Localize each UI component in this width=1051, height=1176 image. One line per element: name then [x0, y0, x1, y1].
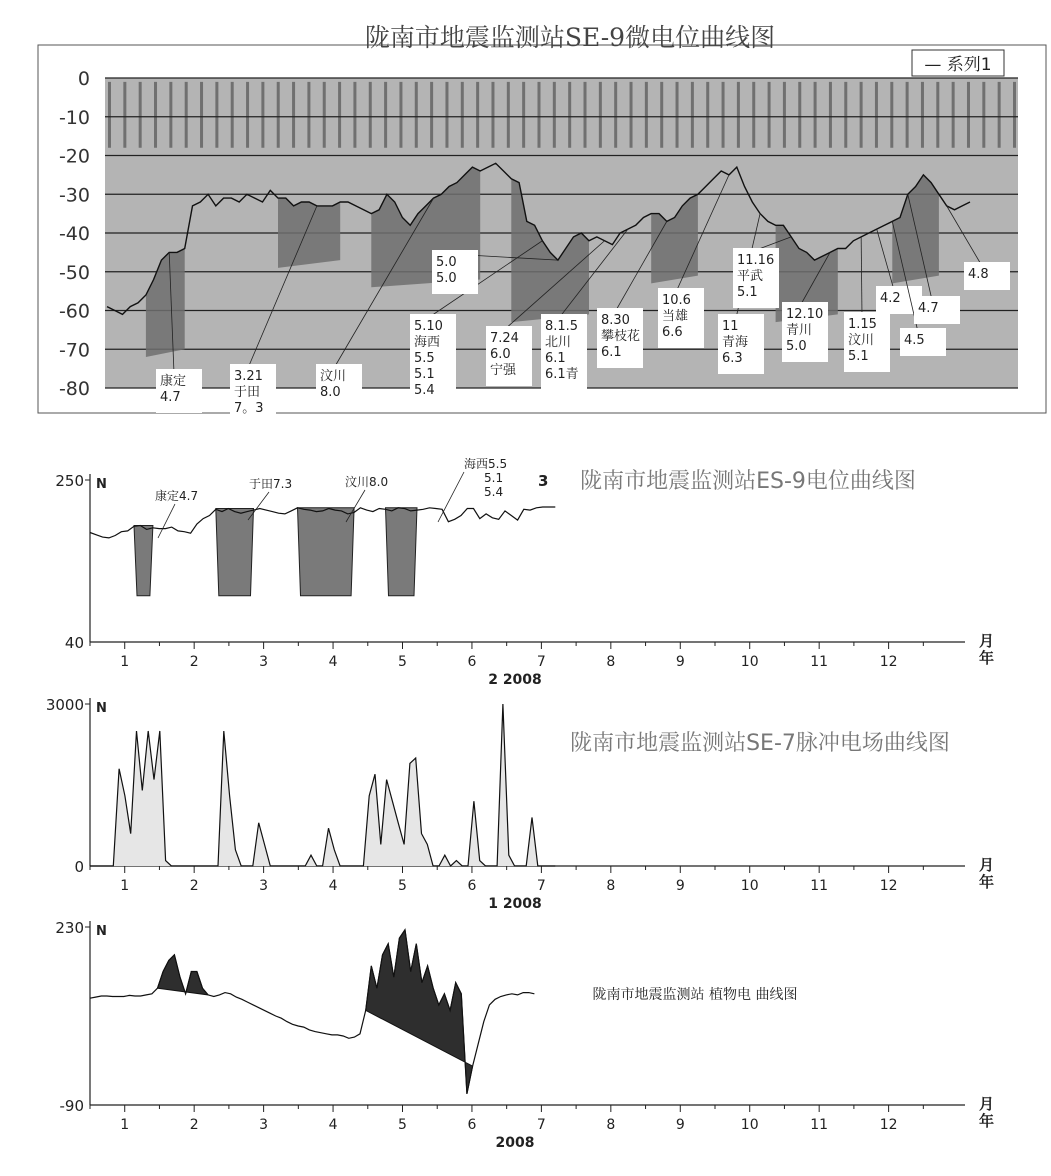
date-tick-mark [706, 82, 709, 148]
x-tick-label: 7 [536, 1117, 546, 1133]
date-tick-mark [476, 82, 479, 148]
y-max-label: 250 [55, 472, 84, 490]
x-tick-label: 11 [810, 1117, 829, 1133]
x-tick-label: 5 [398, 654, 407, 670]
date-tick-mark [369, 82, 372, 148]
date-tick-mark [737, 82, 740, 148]
anomaly-shade [366, 930, 473, 1094]
date-tick-mark [906, 82, 909, 148]
annotation-text: 7.24 [490, 331, 519, 346]
x-tick-label: 9 [675, 878, 685, 894]
x-unit-year: 年 [979, 873, 995, 891]
date-tick-mark [982, 82, 985, 148]
annotation-leader [248, 492, 269, 520]
date-tick-mark [553, 82, 556, 148]
x-tick-label: 2 [189, 654, 199, 670]
date-tick-mark [676, 82, 679, 148]
x-tick-label: 11 [810, 654, 829, 670]
anomaly-shade [158, 955, 209, 995]
annotation-text: 8.30 [601, 313, 630, 328]
x-tick-label: 1 [120, 654, 130, 670]
date-tick-mark [537, 82, 540, 148]
date-tick-mark [185, 82, 188, 148]
annotation-leader [346, 490, 365, 522]
date-tick-mark [154, 82, 157, 148]
date-tick-mark [630, 82, 633, 148]
x-tick-label: 12 [879, 654, 898, 670]
se7-pulse-field-chart [0, 690, 1051, 920]
date-tick-mark [277, 82, 280, 148]
anomaly-shade [278, 198, 340, 268]
date-tick-mark [307, 82, 310, 148]
anomaly-shade [216, 509, 254, 596]
date-tick-mark [752, 82, 755, 148]
y-tick-label: 0 [77, 68, 90, 90]
x-tick-label: 11 [810, 878, 829, 894]
x-tick-label: 9 [675, 654, 685, 670]
annotation-text: 5.5 [414, 351, 435, 366]
annotation-text: 4.5 [904, 333, 925, 348]
x-tick-label: 3 [259, 1117, 269, 1133]
annotation-text: 5.1 [848, 349, 869, 364]
annotation-text: 5.10 [414, 319, 443, 334]
annotation-text: 青海 [722, 335, 749, 350]
x-tick-label: 4 [328, 1117, 338, 1133]
annotation-text: 5.1 [414, 367, 435, 382]
x-tick-label: 12 [879, 1117, 898, 1133]
x-tick-label: 4 [328, 878, 338, 894]
date-tick-mark [614, 82, 617, 148]
date-tick-mark [783, 82, 786, 148]
date-tick-mark [200, 82, 203, 148]
x-tick-label: 6 [467, 878, 477, 894]
annotation-text: 6.3 [722, 351, 743, 366]
date-tick-mark [491, 82, 494, 148]
legend-entry: — 系列1 [924, 55, 992, 75]
date-tick-mark [139, 82, 142, 148]
annotation-text: 6.0 [490, 347, 511, 362]
date-tick-mark [722, 82, 725, 148]
date-tick-mark [231, 82, 234, 148]
annotation-text: 5.4 [484, 485, 504, 499]
annotation-text: 青川 [786, 323, 813, 338]
annotation-text: 宁强 [490, 363, 517, 378]
annotation-text: 汶川 [848, 333, 875, 348]
y-tick-label: -40 [58, 223, 90, 245]
annotation-leader [158, 504, 175, 538]
y-axis-label: N [96, 701, 107, 716]
date-tick-mark [998, 82, 1001, 148]
date-tick-mark [921, 82, 924, 148]
x-tick-label: 3 [259, 878, 269, 894]
date-tick-mark [338, 82, 341, 148]
anomaly-shade [298, 508, 355, 596]
y-axis-label: N [96, 477, 107, 492]
x-tick-label: 6 [467, 654, 477, 670]
annotation-text: 4.8 [968, 267, 989, 282]
annotation-text: 5.1 [737, 285, 758, 300]
annotation-text: 5.1 [484, 471, 504, 485]
date-tick-mark [445, 82, 448, 148]
date-tick-mark [568, 82, 571, 148]
annotation-text: 当雄 [662, 309, 689, 324]
annotation-text: 3.21 [234, 369, 263, 384]
x-tick-label: 8 [606, 1117, 616, 1133]
annotation-text: 4.7 [160, 390, 181, 405]
date-tick-mark [584, 82, 587, 148]
x-tick-label: 10 [740, 654, 759, 670]
annotation-text: 北川 [545, 335, 572, 350]
date-tick-mark [399, 82, 402, 148]
date-tick-mark [292, 82, 295, 148]
y-tick-label: -20 [58, 145, 90, 168]
annotation-text: 攀枝花 [601, 329, 641, 344]
date-tick-mark [507, 82, 510, 148]
date-tick-mark [261, 82, 264, 148]
y-max-label: 3000 [45, 696, 84, 714]
annotation-text: 4.7 [918, 301, 939, 316]
annotation-text: 11.16 [737, 253, 775, 268]
series-area [90, 704, 555, 866]
annotation-text: 11 [722, 319, 739, 334]
annotation-text: 6.1青 [545, 367, 579, 382]
annotation-text: 6.6 [662, 325, 683, 340]
date-tick-mark [829, 82, 832, 148]
y-min-label: 40 [64, 634, 84, 652]
x-tick-label: 2 [189, 1117, 199, 1133]
x-tick-label: 7 [536, 654, 546, 670]
date-tick-mark [875, 82, 878, 148]
x-tick-label: 5 [398, 1117, 407, 1133]
date-tick-mark [215, 82, 218, 148]
annotation-text: 1.15 [848, 317, 877, 332]
date-tick-mark [814, 82, 817, 148]
x-tick-label: 1 [120, 1117, 130, 1133]
y-tick-label: -70 [58, 339, 90, 362]
annotation-text: 于田 [234, 385, 261, 400]
y-tick-label: -30 [58, 184, 90, 207]
date-tick-mark [660, 82, 663, 148]
chart-title: 陇南市地震监测站ES-9电位曲线图 [580, 469, 916, 494]
x-unit-month: 月 [979, 632, 995, 650]
date-tick-mark [353, 82, 356, 148]
date-tick-mark [430, 82, 433, 148]
annotation-text: 7。3 [234, 401, 264, 416]
annotation-text: 12.10 [786, 307, 824, 322]
y-tick-label: -50 [58, 261, 90, 284]
annotation-text: 汶川 [320, 369, 347, 384]
annotation-text: 康定 [160, 374, 187, 389]
x-tick-label: 6 [467, 1117, 477, 1133]
date-tick-mark [384, 82, 387, 148]
x-tick-label: 5 [398, 878, 407, 894]
x-axis-label: 1 2008 [488, 896, 542, 912]
annotation-text: 5.0 [436, 271, 457, 286]
panel-number: 3 [538, 472, 549, 490]
date-tick-mark [123, 82, 126, 148]
date-tick-mark [415, 82, 418, 148]
annotation-text: 于田7.3 [249, 477, 293, 491]
date-tick-mark [798, 82, 801, 148]
date-tick-mark [936, 82, 939, 148]
x-tick-label: 7 [536, 878, 546, 894]
x-tick-label: 8 [606, 878, 616, 894]
date-tick-mark [768, 82, 771, 148]
annotation-text: 8.1.5 [545, 319, 579, 334]
x-tick-label: 8 [606, 654, 616, 670]
date-tick-mark [860, 82, 863, 148]
date-tick-mark [323, 82, 326, 148]
annotation-text: 平武 [737, 269, 764, 284]
y-axis-label: N [96, 924, 107, 939]
date-tick-mark [691, 82, 694, 148]
date-tick-mark [645, 82, 648, 148]
x-unit-year: 年 [979, 1112, 995, 1130]
annotation-text: 海西 [414, 335, 441, 350]
chart-title: 陇南市地震监测站 植物电 曲线图 [592, 987, 798, 1003]
date-tick-mark [890, 82, 893, 148]
annotation-text: 4.2 [880, 291, 901, 306]
annotation-text: 康定4.7 [155, 489, 199, 503]
date-tick-mark [246, 82, 249, 148]
chart-title: 陇南市地震监测站SE-7脉冲电场曲线图 [570, 731, 950, 756]
plant-electric-chart [0, 915, 1051, 1170]
y-min-label: -90 [59, 1097, 84, 1115]
annotation-text: 5.4 [414, 383, 435, 398]
x-axis-label: 2008 [495, 1135, 535, 1151]
x-tick-label: 12 [879, 878, 898, 894]
es9-potential-chart [0, 440, 1051, 690]
annotation-text: 海西5.5 [464, 457, 508, 471]
annotation-leader [438, 472, 464, 522]
annotation-text: 5.0 [436, 255, 457, 270]
date-tick-mark [844, 82, 847, 148]
x-unit-month: 月 [979, 856, 995, 874]
x-tick-label: 10 [740, 1117, 759, 1133]
se9-micro-potential-chart [0, 0, 1051, 420]
x-tick-label: 9 [675, 1117, 685, 1133]
x-unit-year: 年 [979, 649, 995, 667]
annotation-text: 6.1 [545, 351, 566, 366]
annotation-text: 10.6 [662, 293, 691, 308]
date-tick-mark [169, 82, 172, 148]
x-tick-label: 4 [328, 654, 338, 670]
date-tick-mark [1013, 82, 1016, 148]
y-tick-label: -10 [58, 106, 90, 129]
anomaly-shade [134, 526, 153, 596]
x-axis-label: 2 2008 [488, 672, 542, 688]
date-tick-mark [952, 82, 955, 148]
date-tick-mark [599, 82, 602, 148]
x-tick-label: 10 [740, 878, 759, 894]
annotation-text: 汶川8.0 [345, 475, 389, 489]
y-tick-label: -60 [58, 300, 90, 323]
y-max-label: 230 [55, 919, 84, 937]
anomaly-shade [386, 508, 418, 596]
date-tick-mark [108, 82, 111, 148]
x-tick-label: 3 [259, 654, 269, 670]
annotation-text: 8.0 [320, 385, 341, 400]
x-unit-month: 月 [979, 1095, 995, 1113]
date-tick-mark [461, 82, 464, 148]
y-tick-label: -80 [58, 378, 90, 400]
chart-title: 陇南市地震监测站SE-9微电位曲线图 [364, 23, 776, 52]
y-min-label: 0 [74, 858, 84, 876]
annotation-text: 6.1 [601, 345, 622, 360]
annotation-text: 5.0 [786, 339, 807, 354]
date-tick-mark [967, 82, 970, 148]
date-tick-mark [522, 82, 525, 148]
x-tick-label: 1 [120, 878, 130, 894]
x-tick-label: 2 [189, 878, 199, 894]
